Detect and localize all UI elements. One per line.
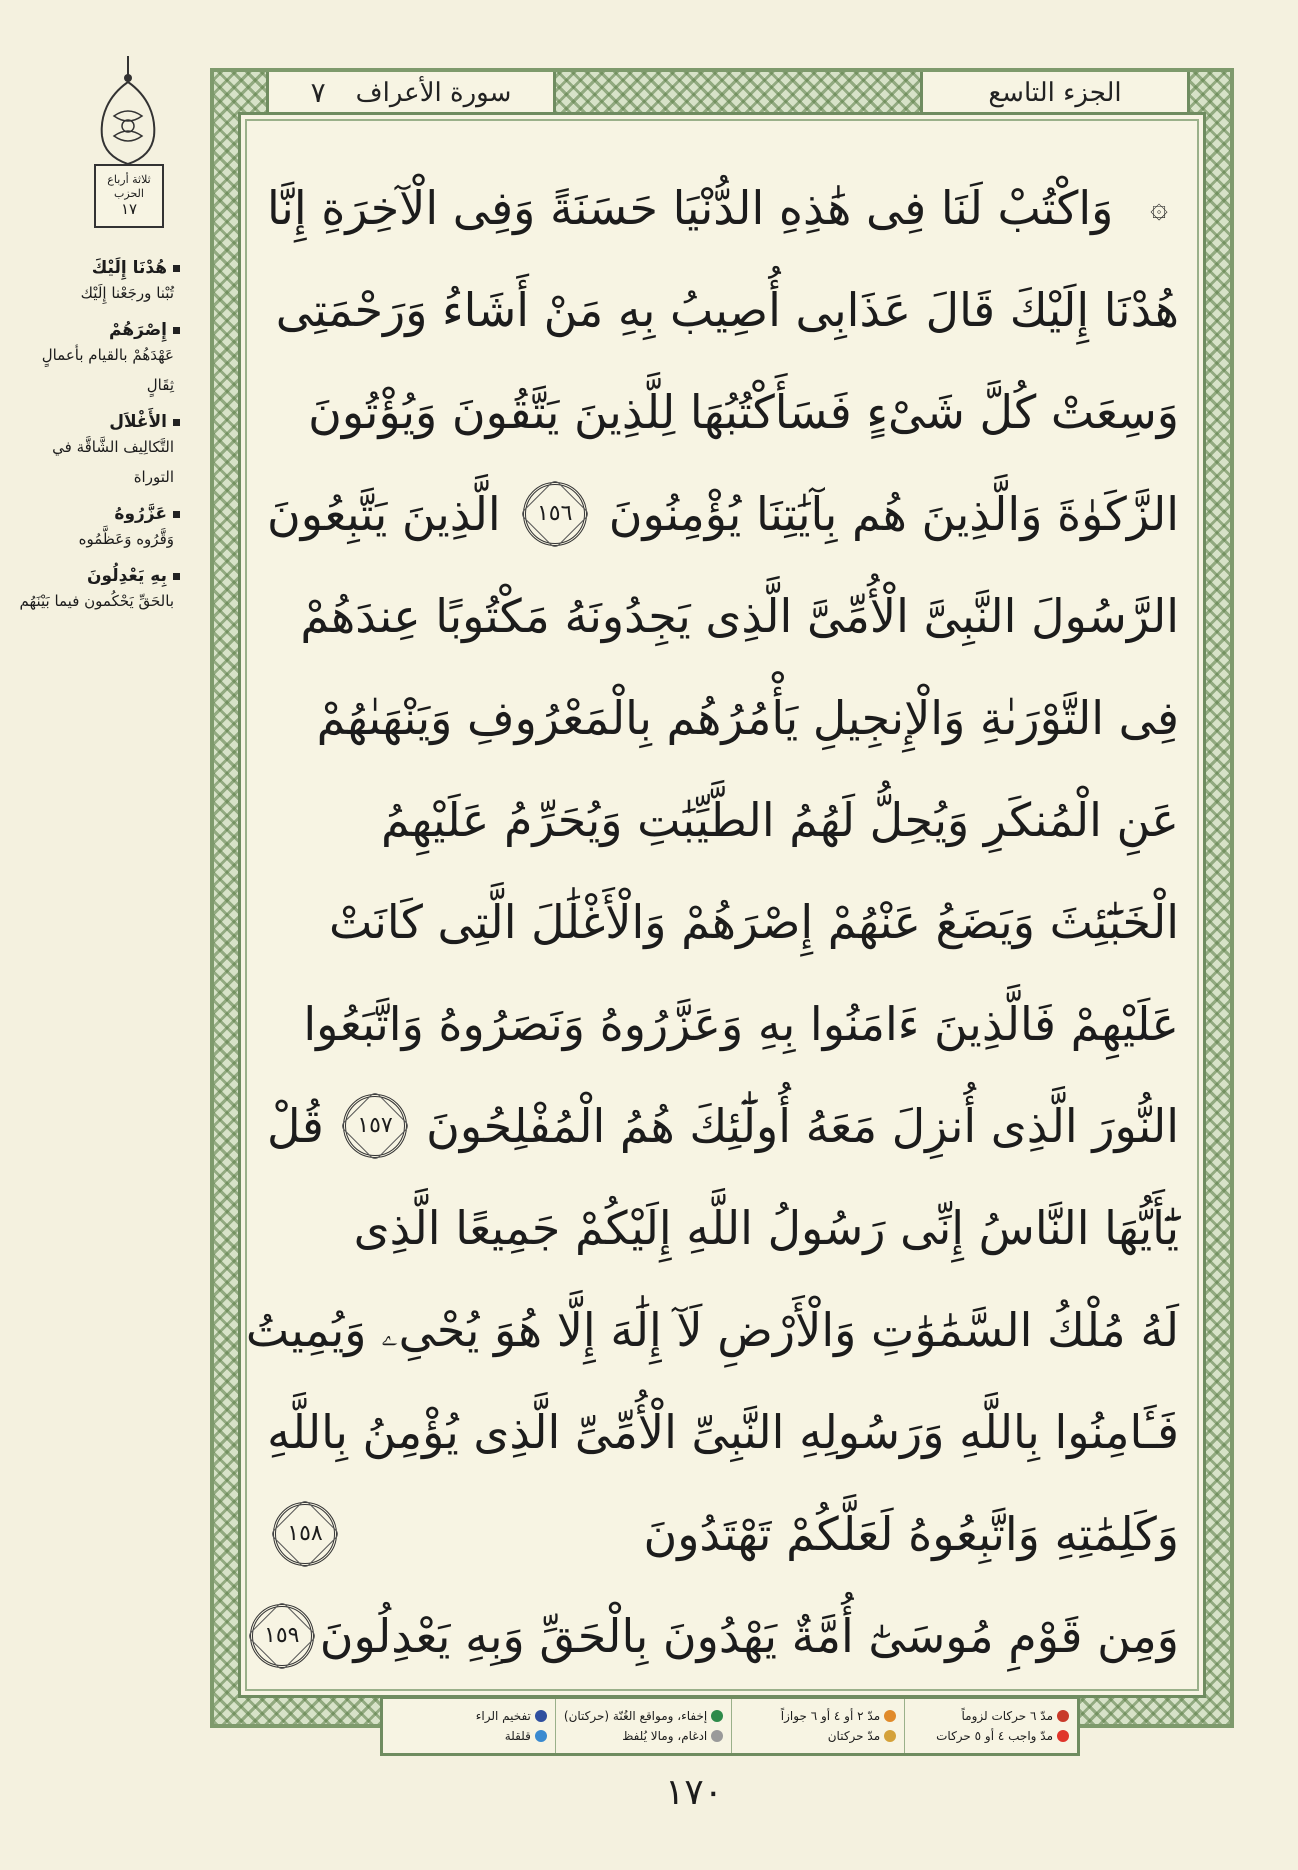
quran-text: قُلْ xyxy=(267,1099,324,1153)
quran-text: الْخَبَٰٓئِثَ وَيَضَعُ عَنْهُمْ إِصْرَهُمْ وَالْأَغْلَٰلَ الَّتِى كَانَتْ xyxy=(328,895,1179,949)
quran-text: النُّورَ الَّذِى أُنزِلَ مَعَهُ أُولَٰٓئِكَ هُمُ الْمُفْلِحُونَ xyxy=(426,1099,1179,1153)
glossary-definition: بالحَقِّ يَحْكُمون فيما بَيْنَهُم xyxy=(19,592,174,610)
glossary xyxy=(18,258,180,628)
quran-text: الَّذِينَ يَتَّبِعُونَ xyxy=(267,487,501,541)
glossary-entry xyxy=(18,320,180,400)
quran-text: فَـَٔامِنُوا بِاللَّهِ وَرَسُولِهِ النَّبِىِّ الْأُمِّىِّ الَّذِى يُؤْمِنُ بِاللَّهِ xyxy=(267,1405,1179,1459)
glossary-word: بِهِ يَعْدِلُونَ xyxy=(87,566,167,586)
quran-text: هُدْنَا إِلَيْكَ قَالَ عَذَابِى أُصِيبُ بِهِ مَنْ أَشَاءُ وَرَحْمَتِى xyxy=(275,283,1179,337)
quran-text: يَٰٓأَيُّهَا النَّاسُ إِنِّى رَسُولُ اللَّهِ إِلَيْكُمْ جَمِيعًا الَّذِى xyxy=(353,1201,1179,1255)
quran-line xyxy=(267,1177,1179,1279)
glossary-entry xyxy=(18,258,180,308)
glossary-entry xyxy=(18,504,180,554)
quran-line xyxy=(267,1483,1179,1585)
glossary-word: إِصْرَهُمْ xyxy=(109,320,167,340)
legend-item: مدّ واجب ٤ أو ٥ حركات xyxy=(913,1729,1069,1743)
glossary-entry xyxy=(18,566,180,616)
hizb-label-top: ثلاثة أرباع xyxy=(107,172,151,186)
quran-text: وَسِعَتْ كُلَّ شَىْءٍ فَسَأَكْتُبُهَا لِلَّذِينَ يَتَّقُونَ وَيُؤْتُونَ xyxy=(308,385,1179,439)
quran-line xyxy=(245,1279,1179,1381)
quran-line xyxy=(267,361,1179,463)
text-frame xyxy=(210,68,1234,1728)
surah-title: سورة الأعراف xyxy=(355,77,512,108)
legend-item: قلقلة xyxy=(391,1729,547,1743)
quran-text: الزَّكَوٰةَ وَالَّذِينَ هُم بِآيَٰتِنَا يُؤْمِنُونَ xyxy=(608,487,1179,541)
color-dot-icon xyxy=(535,1710,547,1722)
color-dot-icon xyxy=(711,1710,723,1722)
quran-line xyxy=(267,667,1179,769)
legend-item: مدّ ٦ حركات لزوماً xyxy=(913,1709,1069,1723)
quran-line xyxy=(267,1075,1179,1177)
quran-text: وَاكْتُبْ لَنَا فِى هَٰذِهِ الدُّنْيَا حَسَنَةً وَفِى الْآخِرَةِ إِنَّا xyxy=(267,181,1114,235)
quran-text: الرَّسُولَ النَّبِىَّ الْأُمِّىَّ الَّذِى يَجِدُونَهُ مَكْتُوبًا عِندَهُمْ xyxy=(300,589,1179,643)
ayah-number-marker: ١٥٩ xyxy=(250,1604,314,1668)
quran-line xyxy=(267,973,1179,1075)
color-dot-icon xyxy=(535,1730,547,1742)
quran-text: لَهُ مُلْكُ السَّمَٰوَٰتِ وَالْأَرْضِ لَآ إِلَٰهَ إِلَّا هُوَ يُحْىِۦ وَيُمِيتُ xyxy=(245,1303,1179,1357)
ayah-number-marker: ١٥٨ xyxy=(273,1502,337,1566)
legend-item: ادغام، ومالا يُلفظ xyxy=(564,1729,723,1743)
bullet-square-icon xyxy=(173,265,180,272)
legend-item: تفخيم الراء xyxy=(391,1709,547,1723)
ayah-number-marker: ١٥٦ xyxy=(523,482,587,546)
color-dot-icon xyxy=(1057,1730,1069,1742)
color-dot-icon xyxy=(711,1730,723,1742)
ayah-number-marker: ١٥٧ xyxy=(343,1094,407,1158)
glossary-entry xyxy=(18,412,180,492)
quran-line xyxy=(267,259,1179,361)
tajweed-legend xyxy=(380,1696,1080,1756)
surah-number: ٧ xyxy=(310,76,326,109)
glossary-definition: تُبْنا ورجَعْنا إِلَيْك xyxy=(80,284,174,302)
quran-line xyxy=(267,1381,1179,1483)
color-dot-icon xyxy=(884,1730,896,1742)
glossary-word: هُدْنَا إِلَيْكَ xyxy=(91,258,167,278)
text-area xyxy=(238,112,1206,1698)
glossary-definition: التَّكالِيف الشَّاقَّة في التوراة xyxy=(52,438,174,486)
hizb-label-mid: الحزب xyxy=(114,186,144,200)
bullet-square-icon xyxy=(173,511,180,518)
glossary-definition: وَقَّرُوه وَعَظَّمُوه xyxy=(78,530,174,548)
quran-text: وَكَلِمَٰتِهِ وَاتَّبِعُوهُ لَعَلَّكُمْ تَهْتَدُونَ xyxy=(643,1507,1179,1561)
quran-line xyxy=(264,1585,1179,1687)
surah-header xyxy=(266,72,556,116)
quran-line xyxy=(267,565,1179,667)
legend-item: مدّ حركتان xyxy=(740,1729,896,1743)
bullet-square-icon xyxy=(173,327,180,334)
bullet-square-icon xyxy=(173,419,180,426)
glossary-definition: عَهْدَهُمْ بالقيام بأعمالٍ ثِقَالٍ xyxy=(41,346,174,394)
quran-lines xyxy=(245,157,1179,1687)
bullet-square-icon xyxy=(173,573,180,580)
page-number: ١٧٠ xyxy=(664,1772,723,1813)
quran-line xyxy=(267,463,1179,565)
quran-line xyxy=(267,871,1179,973)
hizb-marker xyxy=(94,164,164,228)
glossary-word: عَزَّرُوهُ xyxy=(114,504,167,524)
juz-header xyxy=(920,72,1190,116)
color-dot-icon xyxy=(884,1710,896,1722)
hizb-number: ١٧ xyxy=(120,200,138,219)
quran-text: فِى التَّوْرَىٰةِ وَالْإِنجِيلِ يَأْمُرُهُم بِالْمَعْرُوفِ وَيَنْهَىٰهُمْ xyxy=(316,691,1179,745)
quran-line xyxy=(267,157,1179,259)
glossary-word: الأَغْلاَل xyxy=(109,412,167,432)
quran-line xyxy=(267,769,1179,871)
quran-text: عَنِ الْمُنكَرِ وَيُحِلُّ لَهُمُ الطَّيِّبَٰتِ وَيُحَرِّمُ عَلَيْهِمُ xyxy=(380,793,1179,847)
hizb-rub-icon: ۞ xyxy=(1150,190,1168,225)
legend-item: إخفاء، ومواقع الغُنّة (حركتان) xyxy=(564,1709,723,1723)
juz-title: الجزء التاسع xyxy=(988,77,1122,108)
quran-text: عَلَيْهِمْ فَالَّذِينَ ءَامَنُوا بِهِ وَعَزَّرُوهُ وَنَصَرُوهُ وَاتَّبَعُوا xyxy=(303,997,1179,1051)
quran-text: وَمِن قَوْمِ مُوسَىٰٓ أُمَّةٌ يَهْدُونَ بِالْحَقِّ وَبِهِ يَعْدِلُونَ xyxy=(319,1609,1179,1663)
color-dot-icon xyxy=(1057,1710,1069,1722)
legend-item: مدّ ٢ أو ٤ أو ٦ جوازاً xyxy=(740,1709,896,1723)
